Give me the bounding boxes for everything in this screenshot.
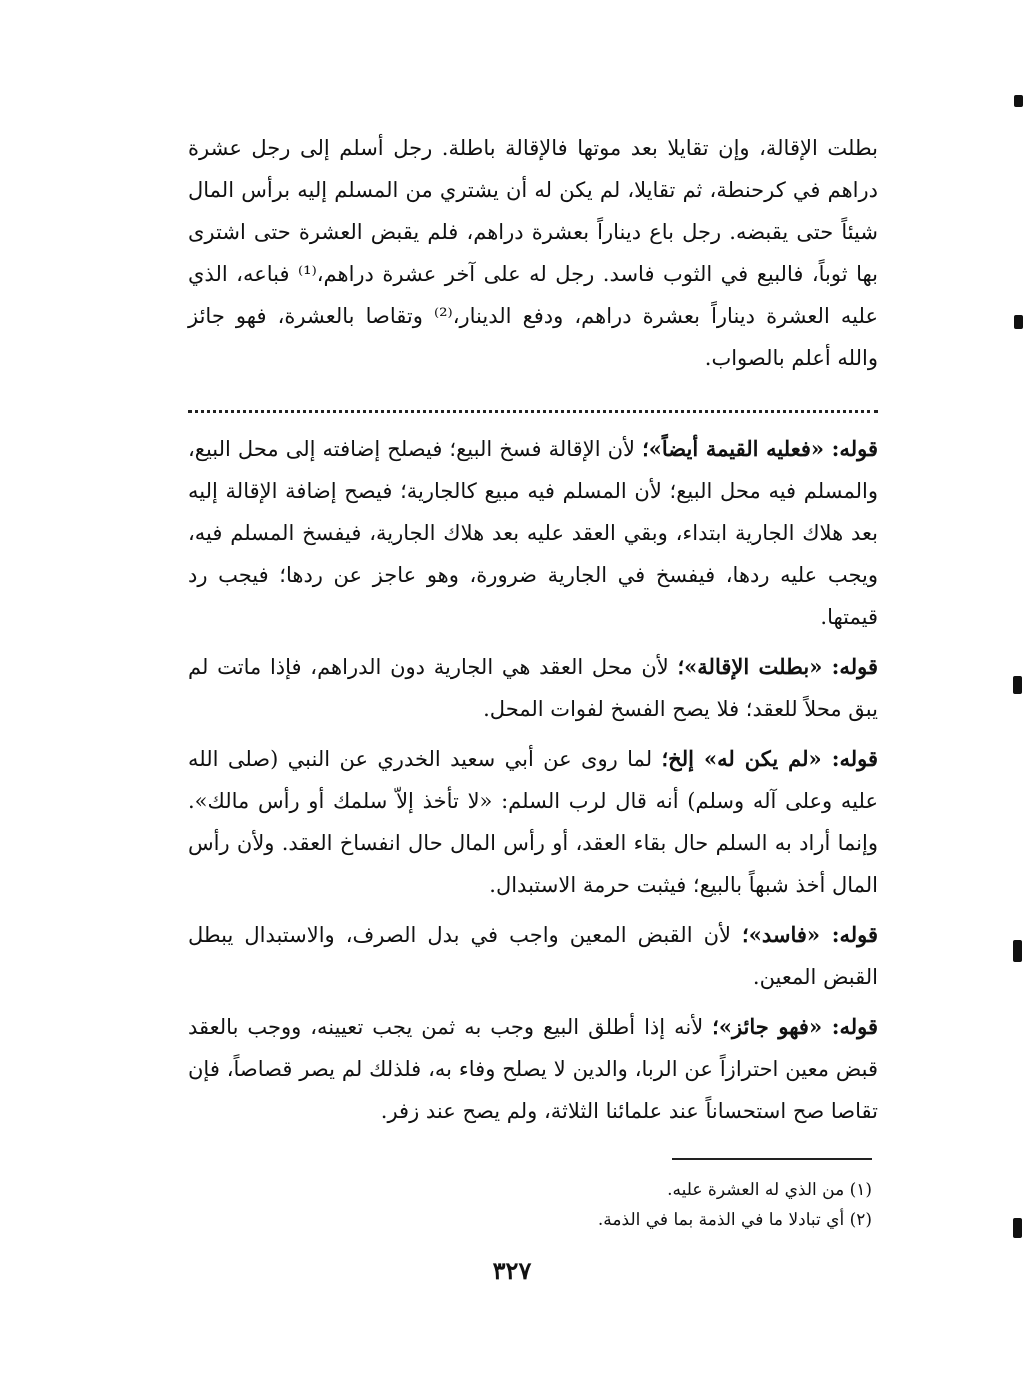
scan-edge-mark — [1013, 1218, 1022, 1238]
commentary-text: لأن الإقالة فسخ البيع؛ فيصلح إضافته إلى محل البيع، والمسلم فيه محل البيع؛ لأن المسلم فيه مبيع كالجارية؛ فيصح إضافة الإقالة إليه بعد هلاك الجارية ابتداء، وبقي العقد عليه بعد هلاك الجارية، فيفسخ المسلم فيه، ويجب عليه ردها، فيفسخ في الجارية ضرورة، وهو عاجز عن ردها؛ فيجب رد قيمتها. — [188, 437, 878, 629]
commentary-paragraph — [188, 738, 878, 906]
footnotes — [480, 1175, 872, 1235]
commentary-lead: قوله: «فهو جائز»؛ — [712, 1014, 878, 1039]
commentary-paragraph — [188, 428, 878, 638]
commentary-section — [188, 428, 878, 1140]
commentary-lead: قوله: «فعليه القيمة أيضاً»؛ — [642, 436, 878, 461]
commentary-lead: قوله: «فاسد»؛ — [742, 922, 878, 947]
commentary-text: لأن محل العقد هي الجارية دون الدراهم، فإذا ماتت لم يبق محلاً للعقد؛ فلا يصح الفسخ لفوات المحل. — [188, 655, 878, 721]
footnote-rule — [672, 1158, 872, 1160]
commentary-paragraph — [188, 646, 878, 730]
commentary-text: لما روى عن أبي سعيد الخدري عن النبي (صلى الله عليه وعلى آله وسلم) أنه قال لرب السلم: «لا تأخذ إلاّ سلمك أو رأس مالك». وإنما أراد به السلم حال بقاء العقد، أو رأس المال حال انفساخ العقد. ولأن رأس المال أخذ شبهاً بالبيع؛ فيثبت حرمة الاستبدال. — [188, 747, 878, 897]
footnote: (١) من الذي له العشرة عليه. — [667, 1180, 872, 1200]
scan-edge-mark — [1013, 940, 1022, 962]
commentary-lead: قوله: «لم يكن له» إلخ؛ — [661, 746, 878, 771]
commentary-text: لأن القبض المعين واجب في بدل الصرف، والاستبدال يبطل القبض المعين. — [188, 923, 878, 989]
main-paragraph: بطلت الإقالة، وإن تقايلا بعد موتها فالإقالة باطلة. رجل أسلم إلى رجل عشرة دراهم في كرحنطة، ثم تقايلا، لم يكن له أن يشتري من المسلم إليه برأس المال شيئاً حتى يقبضه. رجل باع ديناراً بعشرة دراهم، فلم يقبض العشرة حتى اشترى بها ثوباً، فالبيع في الثوب فاسد. رجل له على آخر عشرة دراهم،⁽¹⁾ فباعه، الذي عليه العشرة ديناراً بعشرة دراهم، ودفع الدينار،⁽²⁾ وتقاصا بالعشرة، فهو جائز والله أعلم بالصواب. — [188, 136, 878, 370]
commentary-paragraph — [188, 914, 878, 998]
main-text — [188, 127, 878, 387]
dotted-separator — [188, 410, 878, 413]
commentary-text: لأنه إذا أطلق البيع وجب به ثمن يجب تعيينه، ووجب بالعقد قبض معين احترازاً عن الربا، والدين لا يصلح وفاء به، فلذلك لم يصر قصاصاً، فإن تقاصا صح استحساناً عند علمائنا الثلاثة، ولم يصح عند زفر. — [188, 1015, 878, 1123]
scan-edge-mark — [1013, 676, 1022, 694]
scan-edge-mark — [1014, 95, 1023, 107]
commentary-paragraph — [188, 1006, 878, 1132]
scan-edge-mark — [1014, 315, 1023, 329]
footnote: (٢) أي تبادلا ما في الذمة بما في الذمة. — [597, 1210, 872, 1230]
commentary-lead: قوله: «بطلت الإقالة»؛ — [677, 654, 878, 679]
page-number: ٣٢٧ — [492, 1256, 532, 1285]
